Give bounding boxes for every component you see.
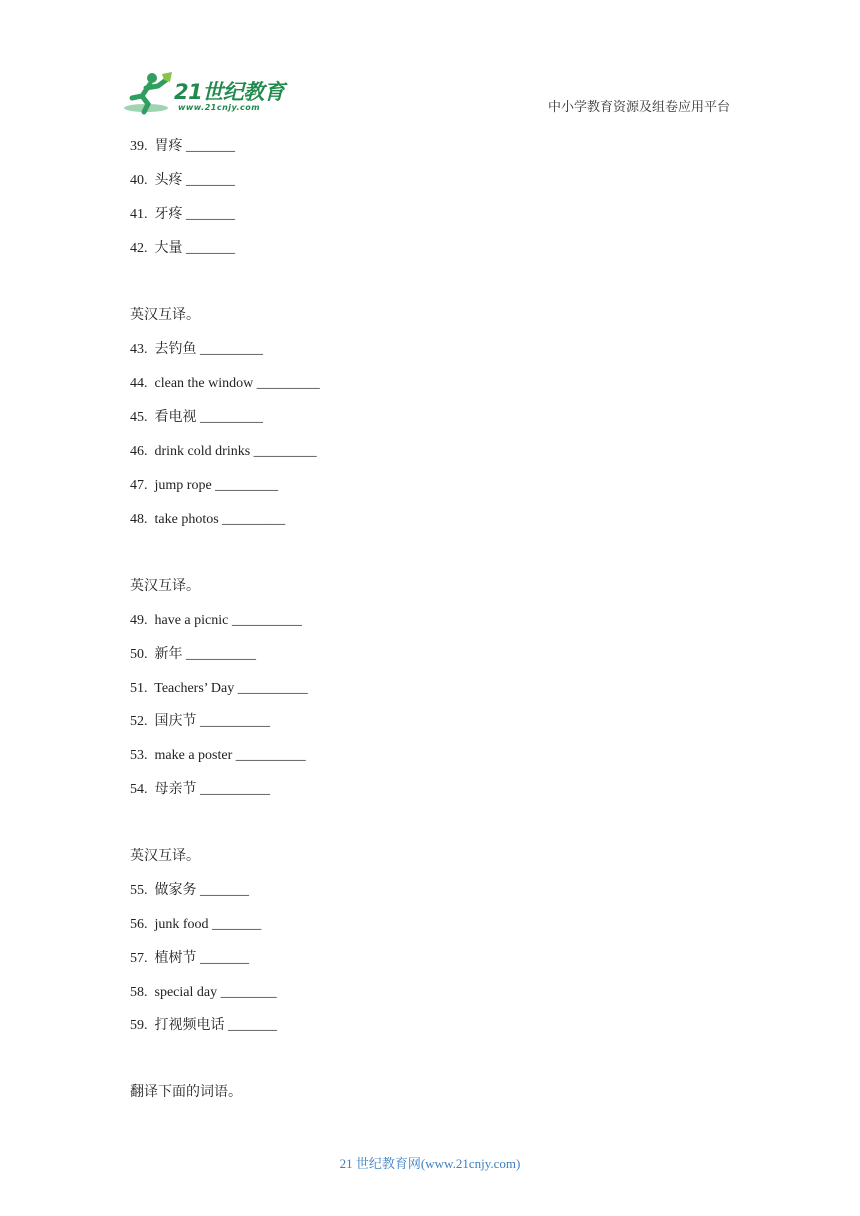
question-text: 去钓鱼 xyxy=(154,342,197,357)
question-item xyxy=(130,746,306,766)
question-number: 55. xyxy=(130,883,148,898)
question-item xyxy=(130,137,235,157)
question-item xyxy=(130,949,249,969)
question-item xyxy=(130,442,317,462)
question-number: 47. xyxy=(130,478,148,493)
page-footer[interactable]: 21 世纪教育网(www.21cnjy.com) xyxy=(339,1156,521,1171)
question-number: 54. xyxy=(130,782,148,797)
question-item xyxy=(130,915,261,935)
answer-blank[interactable]: ________ xyxy=(220,985,277,1000)
question-item xyxy=(130,340,263,360)
question-text: Teachers’ Day xyxy=(154,681,235,696)
question-number: 50. xyxy=(130,647,148,662)
question-number: 59. xyxy=(130,1018,148,1033)
question-number: 51. xyxy=(130,681,148,696)
question-text: junk food xyxy=(154,917,209,932)
question-item xyxy=(130,712,270,732)
answer-blank[interactable]: _________ xyxy=(222,512,286,527)
question-item xyxy=(130,645,256,665)
question-text: 牙疼 xyxy=(154,207,183,222)
question-item xyxy=(130,408,263,428)
section-heading: 英汉互译。 xyxy=(130,579,200,594)
question-item xyxy=(130,374,320,394)
question-item xyxy=(130,171,235,191)
answer-blank[interactable]: _________ xyxy=(200,410,263,425)
question-text: 新年 xyxy=(154,647,183,662)
question-number: 49. xyxy=(130,613,148,628)
question-item xyxy=(130,239,235,259)
question-number: 39. xyxy=(130,139,148,154)
question-text: jump rope xyxy=(154,478,212,493)
question-text: 打视频电话 xyxy=(154,1018,225,1033)
answer-blank[interactable]: _________ xyxy=(253,444,317,459)
answer-blank[interactable]: __________ xyxy=(200,714,270,729)
section-heading: 翻译下面的词语。 xyxy=(130,1085,242,1100)
question-item xyxy=(130,476,278,496)
answer-blank[interactable]: __________ xyxy=(200,782,270,797)
question-number: 40. xyxy=(130,173,148,188)
answer-blank[interactable]: __________ xyxy=(235,748,306,763)
runner-logo-icon xyxy=(122,68,174,116)
question-text: 植树节 xyxy=(154,951,197,966)
question-number: 42. xyxy=(130,241,148,256)
answer-blank[interactable]: _______ xyxy=(228,1018,277,1033)
question-number: 48. xyxy=(130,512,148,527)
question-text: 母亲节 xyxy=(154,782,197,797)
question-number: 46. xyxy=(130,444,148,459)
answer-blank[interactable]: __________ xyxy=(186,647,256,662)
answer-blank[interactable]: _________ xyxy=(215,478,279,493)
question-item xyxy=(130,1016,277,1036)
question-item xyxy=(130,780,270,800)
question-text: 头疼 xyxy=(154,173,183,188)
question-number: 45. xyxy=(130,410,148,425)
question-text: 看电视 xyxy=(154,410,197,425)
answer-blank[interactable]: __________ xyxy=(237,681,308,696)
answer-blank[interactable]: _______ xyxy=(186,207,235,222)
question-text: special day xyxy=(154,985,218,1000)
question-number: 44. xyxy=(130,376,148,391)
question-item xyxy=(130,679,308,699)
question-text: clean the window xyxy=(154,376,254,391)
answer-blank[interactable]: _________ xyxy=(256,376,320,391)
question-number: 58. xyxy=(130,985,148,1000)
logo xyxy=(122,68,292,116)
question-item xyxy=(130,983,277,1003)
section-heading: 英汉互译。 xyxy=(130,308,200,323)
question-number: 57. xyxy=(130,951,148,966)
question-text: take photos xyxy=(154,512,219,527)
answer-blank[interactable]: _______ xyxy=(200,951,249,966)
question-text: have a picnic xyxy=(154,613,229,628)
answer-blank[interactable]: _______ xyxy=(212,917,262,932)
header-tagline: 中小学教育资源及组卷应用平台 xyxy=(547,100,730,115)
answer-blank[interactable]: _______ xyxy=(186,241,235,256)
question-number: 52. xyxy=(130,714,148,729)
question-item xyxy=(130,205,235,225)
question-item xyxy=(130,510,285,530)
answer-blank[interactable]: _______ xyxy=(186,173,235,188)
question-item xyxy=(130,611,302,631)
answer-blank[interactable]: _______ xyxy=(200,883,249,898)
logo-main-text: 21世纪教育 xyxy=(174,80,285,104)
answer-blank[interactable]: __________ xyxy=(231,613,302,628)
logo-url-text: www.21cnjy.com xyxy=(178,103,261,112)
answer-blank[interactable]: _______ xyxy=(186,139,235,154)
question-number: 53. xyxy=(130,748,148,763)
question-text: 做家务 xyxy=(154,883,197,898)
question-text: 大量 xyxy=(154,241,183,256)
question-number: 43. xyxy=(130,342,148,357)
question-text: drink cold drinks xyxy=(154,444,251,459)
page-header xyxy=(0,0,860,130)
question-text: 国庆节 xyxy=(154,714,197,729)
question-number: 56. xyxy=(130,917,148,932)
question-text: make a poster xyxy=(154,748,233,763)
answer-blank[interactable]: _________ xyxy=(200,342,263,357)
question-number: 41. xyxy=(130,207,148,222)
question-item xyxy=(130,881,249,901)
question-text: 胃疼 xyxy=(154,139,183,154)
section-heading: 英汉互译。 xyxy=(130,849,200,864)
